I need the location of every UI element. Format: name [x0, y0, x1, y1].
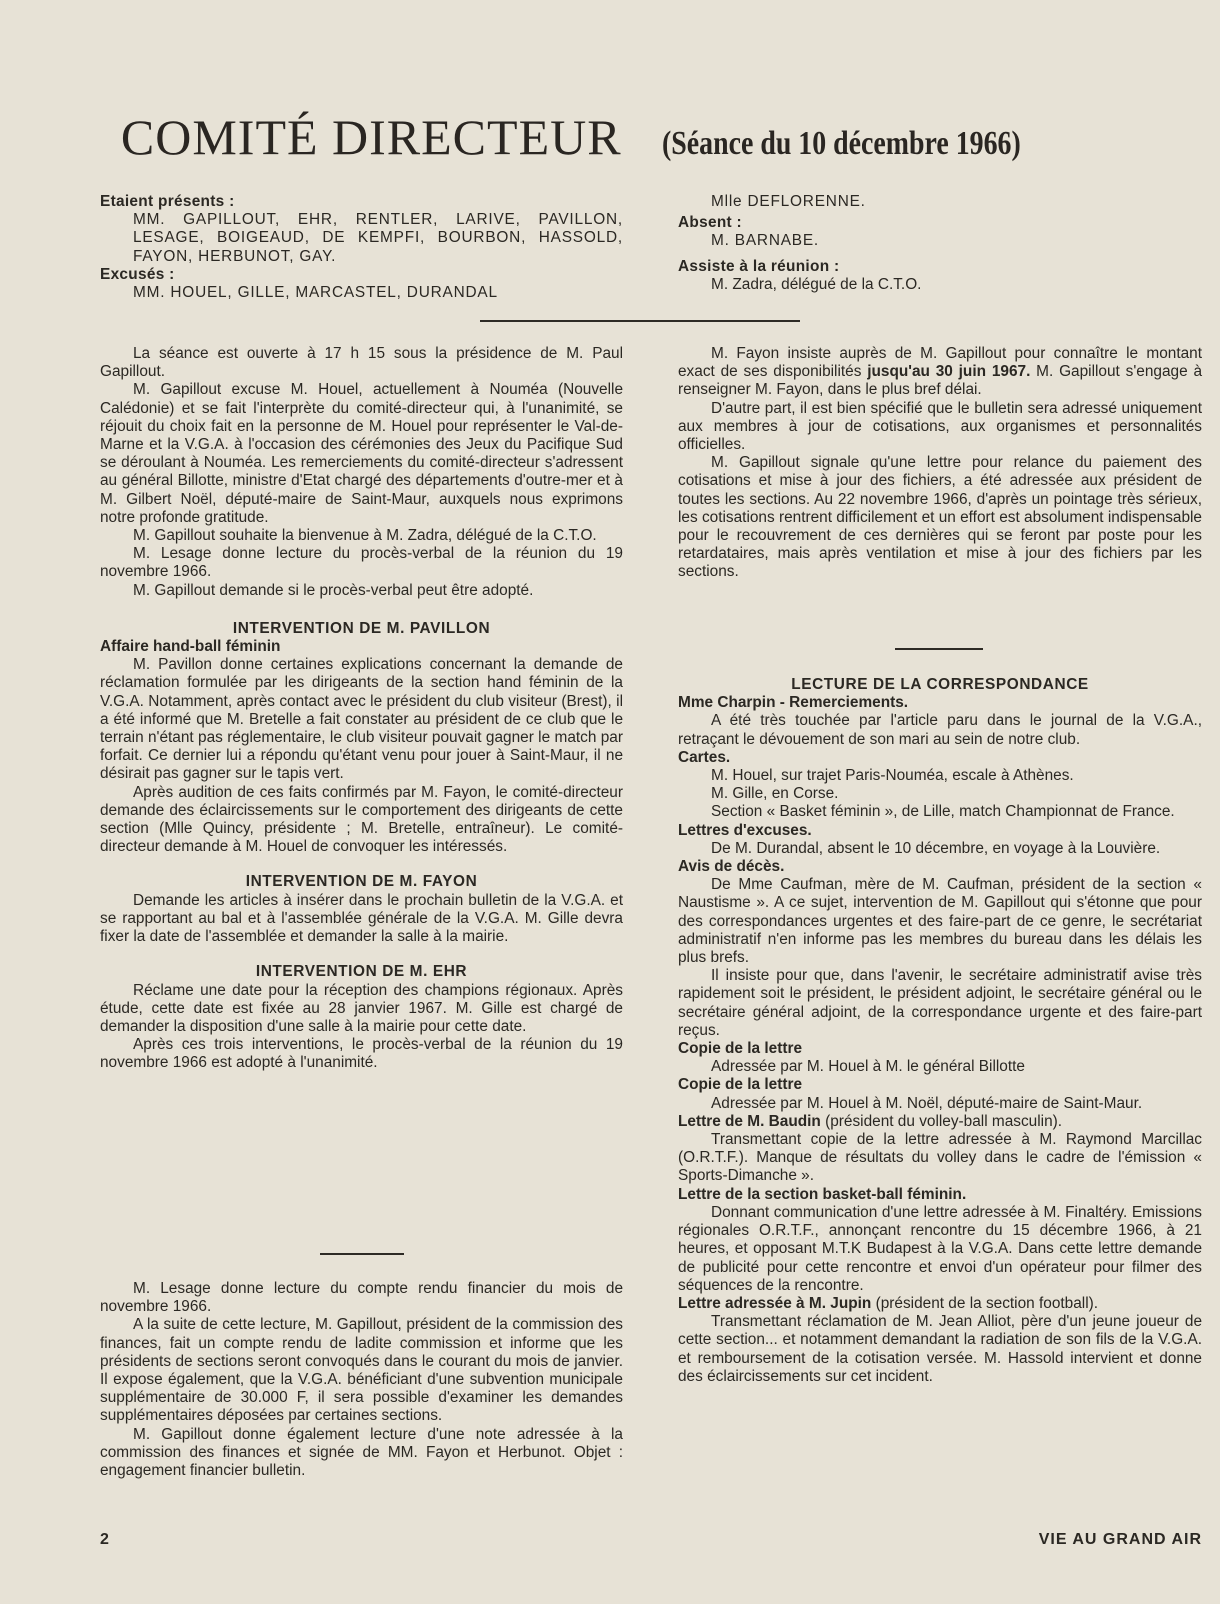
copie-text: Adressée par M. Houel à M. le général Billotte	[711, 1058, 1025, 1076]
assist-label: Assiste à la réunion :	[678, 257, 840, 275]
pavillon-paragraph: Après audition de ces faits confirmés par M. Fayon, le comité-directeur demande des éclaircissements sur le comportement des dirigeants de cette section (Mlle Quincy, présidente ; M. Bretelle, entraîneur). Le comité-directeur demande à M. Houel de convoquer les intéressés.	[100, 783, 623, 856]
ehr-paragraph: Après ces trois interventions, le procès-verbal de la réunion du 19 novembre 1966 est adopté à l'unanimité.	[100, 1036, 623, 1072]
opening-paragraph: M. Gapillout demande si le procès-verbal peut être adopté.	[133, 581, 534, 599]
opening-paragraph: M. Lesage donne lecture du procès-verbal de la réunion du 19 novembre 1966.	[100, 545, 623, 581]
jupin-role: (président de la section football).	[875, 1294, 1099, 1312]
section-divider	[480, 320, 800, 322]
jupin-label: Lettre adressée à M. Jupin	[678, 1294, 872, 1312]
opening-paragraph: M. Gapillout excuse M. Houel, actuellement à Nouméa (Nouvelle Calédonie) et se fait l'interprète du comité-directeur qui, à l'unanimité, se réjouit du choix fait en la personne de M. Houel pour représenter le Val-de-Marne et la V.G.A. à l'occasion des cérémonies des Jeux du Pacifique Sud se déroulant à Nouméa. Les remerciements du comité-directeur s'adressent au général Billotte, ministre d'Etat chargé des départements d'outre-mer et à M. Gilbert Noël, député-maire de Saint-Maur, auxquels nous exprimons notre profonde gratitude.	[100, 381, 623, 526]
finance-paragraph: M. Lesage donne lecture du compte rendu financier du mois de novembre 1966.	[100, 1280, 623, 1316]
deces-paragraph: Il insiste pour que, dans l'avenir, le secrétaire administratif avise très rapidement soit le président, le président adjoint, le secrétaire général ou le secrétaire général adjoint, de la correspondance urgente et des faire-part reçus.	[678, 967, 1202, 1039]
basket-label: Lettre de la section basket-ball féminin.	[678, 1185, 967, 1203]
intro-paragraph: M. Gapillout signale qu'une lettre pour relance du paiement des cotisations et mise à jour des fichiers, a été adressée aux président de toutes les sections. Au 22 novembre 1966, d'après un pointage très sérieux, les cotisations rentrent difficilement et un effort est absolument indispensable pour le recouvrement de ces dernières qui se feront par poste pour les retardataires, mais après ventilation et mise à jour des fichiers par les sections.	[678, 454, 1202, 581]
charpin-text: A été très touchée par l'article paru dans le journal de la V.G.A., retraçant le dévouement de son mari au sein de notre club.	[678, 712, 1202, 748]
absent-name: M. BARNABE.	[711, 232, 820, 250]
absent-label: Absent :	[678, 214, 742, 232]
baudin-role: (président du volley-ball masculin).	[825, 1112, 1063, 1130]
finance-paragraph: A la suite de cette lecture, M. Gapillout, président de la commission des finances, fait un compte rendu de ladite commission et informe que les présidents de sections seront convoqués dans le courant du mois de janvier. Il expose également, que la V.G.A. bénéficiant d'une subvention municipale supplémentaire de 30.000 F, il sera possible d'examiner les demandes supplémentaires déposées par certaines sections.	[100, 1316, 623, 1425]
intro-paragraph: D'autre part, il est bien spécifié que le bulletin sera adressé uniquement aux membres à jour de cotisations, aux organismes et personnalités officielles.	[678, 399, 1202, 454]
assist-name: M. Zadra, délégué de la C.T.O.	[711, 275, 922, 293]
excuses-label: Lettres d'excuses.	[678, 821, 812, 839]
carte-item: M. Houel, sur trajet Paris-Nouméa, escale à Athènes.	[711, 767, 1074, 785]
subheading-handball: Affaire hand-ball féminin	[100, 638, 281, 656]
cartes-label: Cartes.	[678, 748, 731, 766]
fayon-request: M. Fayon insiste auprès de M. Gapillout pour connaître le montant exact de ses disponibilités	[678, 345, 1202, 381]
page-title	[0, 108, 1220, 166]
baudin-label: Lettre de M. Baudin	[678, 1112, 821, 1130]
deces-label: Avis de décès.	[678, 858, 785, 876]
excuses-text: De M. Durandal, absent le 10 décembre, en voyage à la Louvière.	[711, 839, 1161, 857]
title-session-date: (Séance du 10 décembre 1966)	[661, 125, 1021, 162]
mlle-name: Mlle DEFLORENNE.	[711, 193, 866, 210]
ehr-paragraph: Réclame une date pour la réception des champions régionaux. Après étude, cette date est fixée au 28 janvier 1967. M. Gille est chargé de demander la disposition d'une salle à la mairie pour cette date.	[100, 981, 623, 1035]
opening-paragraph: La séance est ouverte à 17 h 15 sous la présidence de M. Paul Gapillout.	[100, 345, 623, 381]
jupin-text: Transmettant réclamation de M. Jean Alliot, père d'un jeune joueur de cette section... et notamment demandant la radiation de son fils de la V.G.A. et remboursement de la cotisation versée. M. Hassold intervient et donne des éclaircissements sur cet incident.	[678, 1313, 1202, 1385]
copie-text: Adressée par M. Houel à M. Noël, député-maire de Saint-Maur.	[711, 1094, 1143, 1112]
left-divider	[320, 1253, 404, 1255]
correspondence-section	[678, 676, 1202, 1386]
left-column	[100, 345, 623, 1073]
attendance-right	[678, 193, 1202, 294]
attendance-left	[100, 193, 623, 302]
pavillon-paragraph: M. Pavillon donne certaines explications concernant la demande de réclamation formulée par les dirigeants de la section hand féminin de la V.G.A. Notamment, après contact avec le président du club visiteur (Brest), il a été informé que M. Bretelle a fait constater au président de ce club que le terrain n'étant pas réglementaire, le club visiteur pouvait gagner le match par forfait. Ce dernier lui a répondu qu'étant venu pour jouer à Saint-Maur, il ne désirait pas gagner sur le tapis vert.	[100, 656, 623, 783]
fayon-paragraph: Demande les articles à insérer dans le prochain bulletin de la V.G.A. et se rapportant au bal et à l'assemblée générale de la V.G.A. M. Gille devra fixer la date de l'assemblée et demander la salle à la mairie.	[100, 891, 623, 946]
heading-pavillon: INTERVENTION DE M. PAVILLON	[232, 619, 491, 637]
excused-names: MM. HOUEL, GILLE, MARCASTEL, DURANDAL	[133, 284, 498, 302]
opening-paragraph: M. Gapillout souhaite la bienvenue à M. Zadra, délégué de la C.T.O.	[133, 527, 597, 545]
deadline: jusqu'au 30 juin 1967.	[867, 363, 1031, 381]
charpin-label: Mme Charpin - Remerciements.	[678, 694, 909, 712]
copie-label: Copie de la lettre	[678, 1076, 803, 1094]
heading-correspondance: LECTURE DE LA CORRESPONDANCE	[791, 676, 1089, 693]
title-main: COMITÉ DIRECTEUR	[120, 109, 622, 165]
basket-text: Donnant communication d'une lettre adressée à M. Finaltéry. Emissions régionales O.R.T.F., annonçant rencontre du 15 décembre 1966, à 21 heures, et opposant M.T.K Budapest à la V.G.A. Dans cette lettre demande de publicité pour cette rencontre et envoi d'un opérateur pour filmer des séquences de la rencontre.	[678, 1203, 1202, 1294]
heading-fayon: INTERVENTION DE M. FAYON	[245, 873, 478, 891]
present-label: Etaient présents :	[100, 193, 235, 210]
present-names: MM. GAPILLOUT, EHR, RENTLER, LARIVE, PAVILLON, LESAGE, BOIGEAUD, DE KEMPFI, BOURBON, HASSOLD, FAYON, HERBUNOT, GAY.	[133, 211, 623, 265]
carte-item: Section « Basket féminin », de Lille, match Championnat de France.	[711, 803, 1175, 821]
finance-paragraph: M. Gapillout donne également lecture d'une note adressée à la commission des finances et signée de MM. Fayon et Herbunot. Objet : engagement financier bulletin.	[100, 1425, 623, 1480]
copie-label: Copie de la lettre	[678, 1040, 803, 1058]
excused-label: Excusés :	[100, 265, 175, 283]
deces-paragraph: De Mme Caufman, mère de M. Caufman, président de la section « Naustisme ». A ce sujet, intervention de M. Gapillout qui s'étonne que pour des correspondances urgentes et des faire-part de ce genre, le secrétariat administratif n'en informe pas les membres du bureau dans les délais les plus brefs.	[678, 876, 1202, 967]
right-column	[678, 345, 1202, 582]
finance-section	[100, 1280, 623, 1480]
carte-item: M. Gille, en Corse.	[711, 785, 839, 803]
heading-ehr: INTERVENTION DE M. EHR	[255, 963, 468, 981]
gapillout-commitment: M. Gapillout s'engage à renseigner M. Fayon, dans le plus bref délai.	[678, 363, 1203, 399]
baudin-text: Transmettant copie de la lettre adressée à M. Raymond Marcillac (O.R.T.F.). Manque de résultats du volley dans le cadre de l'émission « Sports-Dimanche ».	[678, 1131, 1202, 1185]
page-number: 2	[100, 1531, 109, 1548]
right-divider	[895, 648, 983, 650]
publication-name: VIE AU GRAND AIR	[1038, 1531, 1202, 1548]
